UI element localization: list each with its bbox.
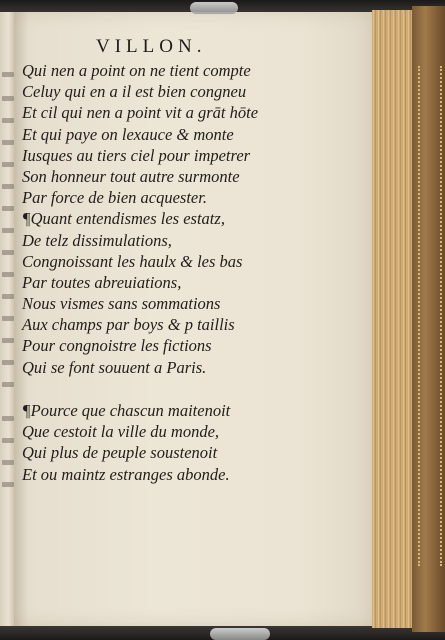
verse-line: Et ou maintz estranges abonde. [22, 464, 230, 484]
verse-line: Par toutes abreuiations, [22, 272, 182, 292]
page-clip-top [190, 2, 238, 14]
verse-line: ¶Quant entendismes les estatz, [22, 209, 225, 229]
running-head: VILLON. [96, 36, 207, 57]
gilt-page-edges [372, 10, 412, 628]
verse-line: Par force de bien acquester. [22, 188, 207, 208]
verse-line: Aux champs par boys & p taillis [22, 315, 235, 335]
verse-line: Qui nen a point on ne tient compte [22, 61, 251, 80]
verse-line: Pour congnoistre les fictions [22, 336, 212, 356]
page-clip-bottom [210, 628, 270, 640]
verse-line: De telz dissimulations, [22, 230, 172, 250]
stanza-1 [22, 60, 258, 378]
verse-line: Et cil qui nen a point vit a grāt hōte [22, 103, 259, 123]
cover-ornament [418, 66, 442, 566]
verse-line: Celuy qui en a il est bien congneu [22, 82, 247, 102]
facing-page-edge [0, 12, 14, 626]
verse-line: ¶Pource que chascun maitenoit [22, 401, 231, 420]
verse-line: Nous vismes sans sommations [22, 294, 221, 314]
verse-line: Iusques au tiers ciel pour impetrer [22, 145, 251, 165]
book-cover-edge [412, 6, 445, 632]
verse-line: Qui se font souuent a Paris. [22, 357, 207, 377]
verse-line: Qui plus de peuple soustenoit [22, 443, 218, 463]
verse-line: Congnoissant les haulx & les bas [22, 251, 243, 271]
verse-line: Et qui paye on lexauce & monte [22, 124, 234, 144]
stanza-2 [22, 400, 230, 485]
verse-line: Son honneur tout autre surmonte [22, 166, 240, 186]
verse-line: Que cestoit la ville du monde, [22, 422, 220, 442]
